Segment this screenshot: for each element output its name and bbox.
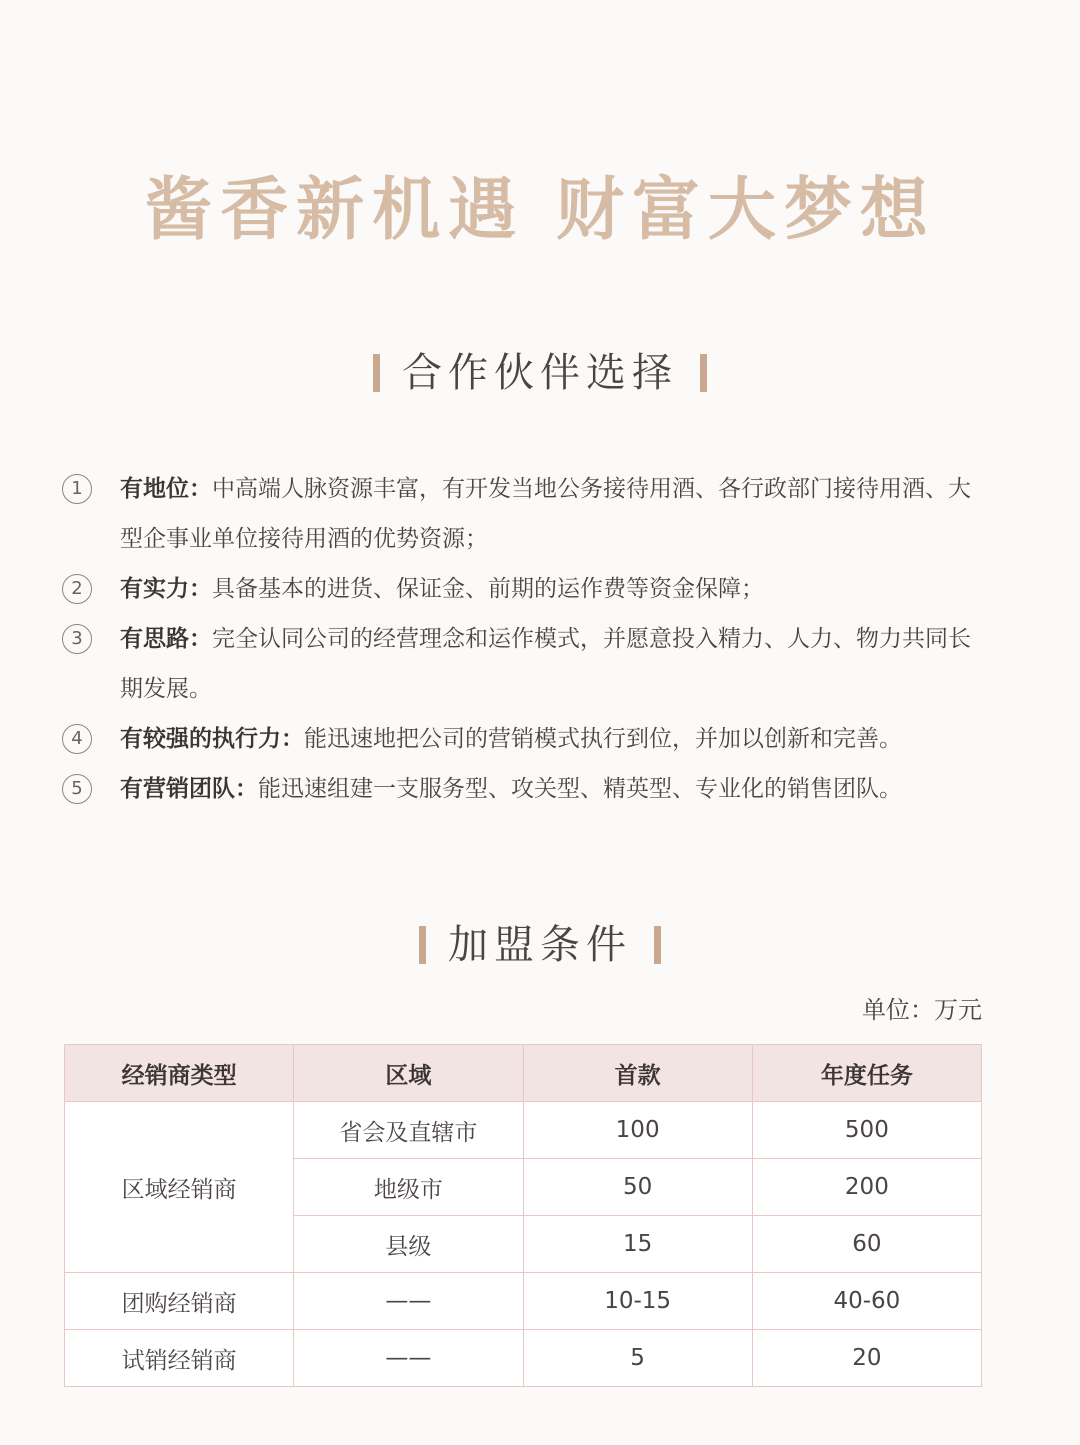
annual-target-cell: 500: [752, 1102, 981, 1159]
criteria-item-thinking: [62, 614, 992, 714]
franchise-heading-text: 加盟条件: [448, 922, 632, 968]
annual-target-cell: 200: [752, 1159, 981, 1216]
circled-number-1: 1: [62, 474, 92, 504]
heading-bar-left: [373, 354, 380, 392]
header-region: 区域: [294, 1045, 523, 1102]
dealer-type-cell: 试销经销商: [65, 1330, 294, 1387]
annual-target-cell: 40-60: [752, 1273, 981, 1330]
heading-bar-right: [654, 926, 661, 964]
criteria-label: 有较强的执行力：: [120, 726, 304, 752]
dealer-type-cell: 区域经销商: [65, 1102, 294, 1273]
region-cell: ——: [294, 1273, 523, 1330]
annual-target-cell: 60: [752, 1216, 981, 1273]
header-annual-target: 年度任务: [752, 1045, 981, 1102]
heading-bar-right: [700, 354, 707, 392]
region-cell: 地级市: [294, 1159, 523, 1216]
criteria-body: [120, 564, 992, 614]
circled-number-4: 4: [62, 724, 92, 754]
criteria-item-sales-team: [62, 764, 992, 814]
criteria-body: [120, 464, 992, 564]
heading-bar-left: [419, 926, 426, 964]
table-row: [65, 1330, 982, 1387]
table-row: [65, 1102, 982, 1159]
table-row: [65, 1273, 982, 1330]
criteria-item-strength: [62, 564, 992, 614]
header-down-payment: 首款: [523, 1045, 752, 1102]
partners-heading-text: 合作伙伴选择: [402, 350, 678, 396]
partners-section-heading: [0, 348, 1080, 398]
region-cell: 省会及直辖市: [294, 1102, 523, 1159]
unit-note: 单位：万元: [862, 996, 982, 1024]
page-title: 酱香新机遇 财富大梦想: [144, 170, 936, 250]
header-dealer-type: 经销商类型: [65, 1045, 294, 1102]
criteria-label: 有实力：: [120, 576, 212, 602]
circled-number-3: 3: [62, 624, 92, 654]
partner-criteria-list: [62, 464, 992, 814]
criteria-item-status: [62, 464, 992, 564]
criteria-body: [120, 714, 992, 764]
franchise-conditions-table: [64, 1044, 982, 1387]
criteria-label: 有地位：: [120, 476, 212, 502]
down-payment-cell: 5: [523, 1330, 752, 1387]
annual-target-cell: 20: [752, 1330, 981, 1387]
down-payment-cell: 50: [523, 1159, 752, 1216]
criteria-text: 能迅速组建一支服务型、攻关型、精英型、专业化的销售团队。: [258, 776, 902, 802]
region-cell: ——: [294, 1330, 523, 1387]
criteria-body: [120, 614, 992, 714]
table-header-row: [65, 1045, 982, 1102]
criteria-label: 有思路：: [120, 626, 212, 652]
down-payment-cell: 10-15: [523, 1273, 752, 1330]
criteria-label: 有营销团队：: [120, 776, 258, 802]
circled-number-2: 2: [62, 574, 92, 604]
circled-number-5: 5: [62, 774, 92, 804]
franchise-table-wrapper: [64, 1044, 982, 1387]
criteria-text: 完全认同公司的经营理念和运作模式，并愿意投入精力、人力、物力共同长期发展。: [120, 626, 971, 702]
criteria-item-execution: [62, 714, 992, 764]
dealer-type-cell: 团购经销商: [65, 1273, 294, 1330]
criteria-body: [120, 764, 992, 814]
down-payment-cell: 15: [523, 1216, 752, 1273]
franchise-section-heading: [0, 920, 1080, 970]
region-cell: 县级: [294, 1216, 523, 1273]
criteria-text: 中高端人脉资源丰富，有开发当地公务接待用酒、各行政部门接待用酒、大型企事业单位接待用酒的优势资源；: [120, 476, 971, 552]
criteria-text: 具备基本的进货、保证金、前期的运作费等资金保障；: [212, 576, 764, 602]
down-payment-cell: 100: [523, 1102, 752, 1159]
criteria-text: 能迅速地把公司的营销模式执行到位，并加以创新和完善。: [304, 726, 902, 752]
